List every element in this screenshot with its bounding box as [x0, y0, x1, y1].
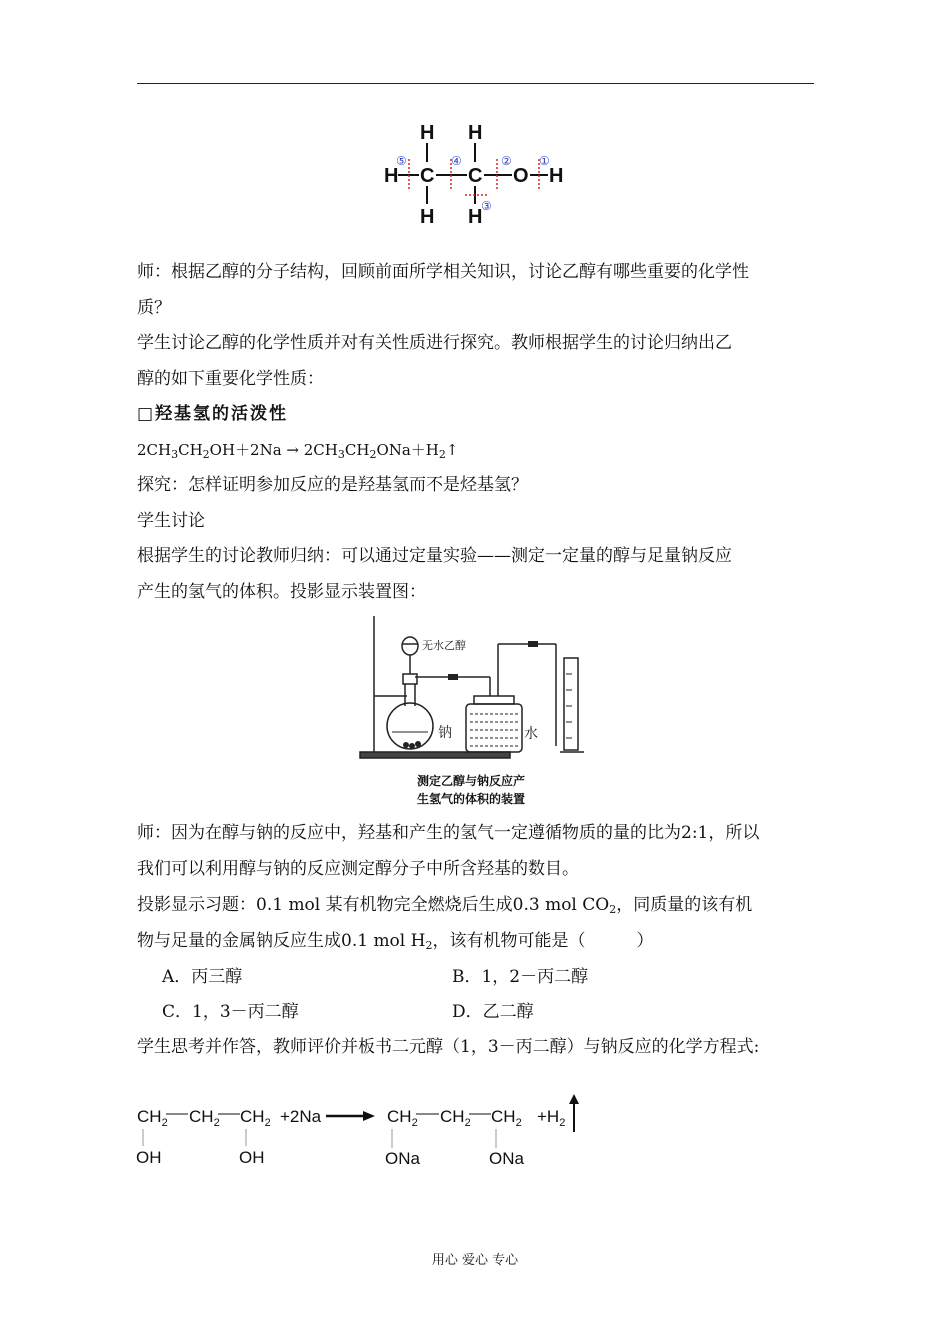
paragraph-conclusion-line1: 根据学生的讨论教师归纳：可以通过定量实验——测定一定量的醇与足量钠反应 [137, 546, 732, 566]
svg-text:+H2: $+H_2$ [537, 1107, 566, 1129]
section-title: 羟基氢的活泼性 [155, 404, 289, 424]
paragraph-discussion: 学生讨论 [137, 511, 205, 531]
paragraph-student-discuss-line1: 学生讨论乙醇的化学性质并对有关性质进行探究。教师根据学生的讨论归纳出乙 [137, 333, 732, 353]
bond-mark-3: ③ [481, 199, 492, 213]
option-a: A．丙三醇 [162, 967, 243, 987]
atom-h-top-2: H [468, 122, 483, 144]
atom-c-2: C [468, 165, 483, 187]
svg-text:CH2: $CH_2$ [240, 1107, 271, 1129]
svg-text:CH2: $CH_2$ [491, 1107, 522, 1129]
paragraph-answer: 学生思考并作答，教师评价并板书二元醇（1，3－丙二醇）与钠反应的化学方程式: [137, 1037, 760, 1057]
header-rule [137, 83, 814, 84]
atom-h-top-1: H [420, 122, 435, 144]
svg-text:OH: OH [136, 1148, 162, 1167]
diol-sodium-reaction [130, 1092, 600, 1176]
bond-mark-5: ⑤ [396, 154, 407, 168]
paragraph-teacher-question-line1: 师：根据乙醇的分子结构，回顾前面所学相关知识，讨论乙醇有哪些重要的化学性 [137, 262, 749, 282]
paragraph-teacher-question-line2: 质？ [137, 298, 171, 318]
reagent-sodium: +2Na [280, 1107, 322, 1126]
paragraph-explore: 探究：怎样证明参加反应的是羟基氢而不是烃基氢？ [137, 475, 528, 495]
checkbox-square-icon: □ [137, 404, 156, 424]
label-water: 水 [524, 725, 538, 741]
atom-h-bottom-2: H [468, 206, 483, 228]
ethanol-structure [375, 115, 575, 230]
atom-h-right: H [549, 165, 564, 187]
option-c: C．1，3－丙二醇 [162, 1002, 299, 1022]
caption-line2: 生氢气的体积的装置 [416, 792, 526, 806]
option-b: B．1，2－丙二醇 [452, 967, 589, 987]
paragraph-teacher-ratio-line2: 我们可以利用醇与钠的反应测定醇分子中所含羟基的数目。 [137, 859, 579, 879]
exercise-line2: 物与足量的金属钠反应生成0.1 mol $H_2$，该有机物可能是（ ） [137, 931, 654, 952]
label-sodium: 钠 [438, 724, 452, 740]
svg-text:CH2: $CH_2$ [189, 1107, 220, 1129]
reaction-equation: $2CH_3CH_2OH+2Na$ → $2CH_3CH_2ONa+H_2↑$ [137, 441, 459, 461]
page-footer: 用心 爱心 专心 [431, 1253, 519, 1268]
bond-mark-1: ① [539, 154, 550, 168]
bond-mark-2: ② [501, 154, 512, 168]
caption-line1: 测定乙醇与钠反应产 [416, 774, 526, 788]
apparatus-diagram [352, 614, 592, 814]
paragraph-teacher-ratio-line1: 师：因为在醇与钠的反应中，羟基和产生的氢气一定遵循物质的量的比为2:1，所以 [137, 823, 760, 843]
atom-h-bottom-1: H [420, 206, 435, 228]
atom-c-1: C [420, 165, 435, 187]
svg-text:CH2: $CH_2$ [137, 1107, 168, 1129]
bond-mark-4: ④ [451, 154, 462, 168]
svg-text:CH2: $CH_2$ [440, 1107, 471, 1129]
paragraph-conclusion-line2: 产生的氢气的体积。投影显示装置图： [137, 582, 426, 602]
exercise-line1: 投影显示习题：0.1 mol 某有机物完全燃烧后生成0.3 mol $CO_2$，同质量的该有机 [137, 895, 753, 916]
option-d: D．乙二醇 [452, 1002, 534, 1022]
paragraph-student-discuss-line2: 醇的如下重要化学性质： [137, 369, 324, 389]
svg-text:ONa: ONa [385, 1149, 420, 1168]
svg-text:CH2: $CH_2$ [387, 1107, 418, 1129]
svg-text:OH: OH [239, 1148, 265, 1167]
atom-o: O [513, 165, 529, 187]
section-heading [137, 403, 288, 425]
label-anhydrous-ethanol: 无水乙醇 [422, 640, 466, 652]
gas-arrow-icon: ↑ [445, 441, 459, 459]
svg-text:ONa: ONa [489, 1149, 524, 1168]
atom-h-left: H [384, 165, 399, 187]
